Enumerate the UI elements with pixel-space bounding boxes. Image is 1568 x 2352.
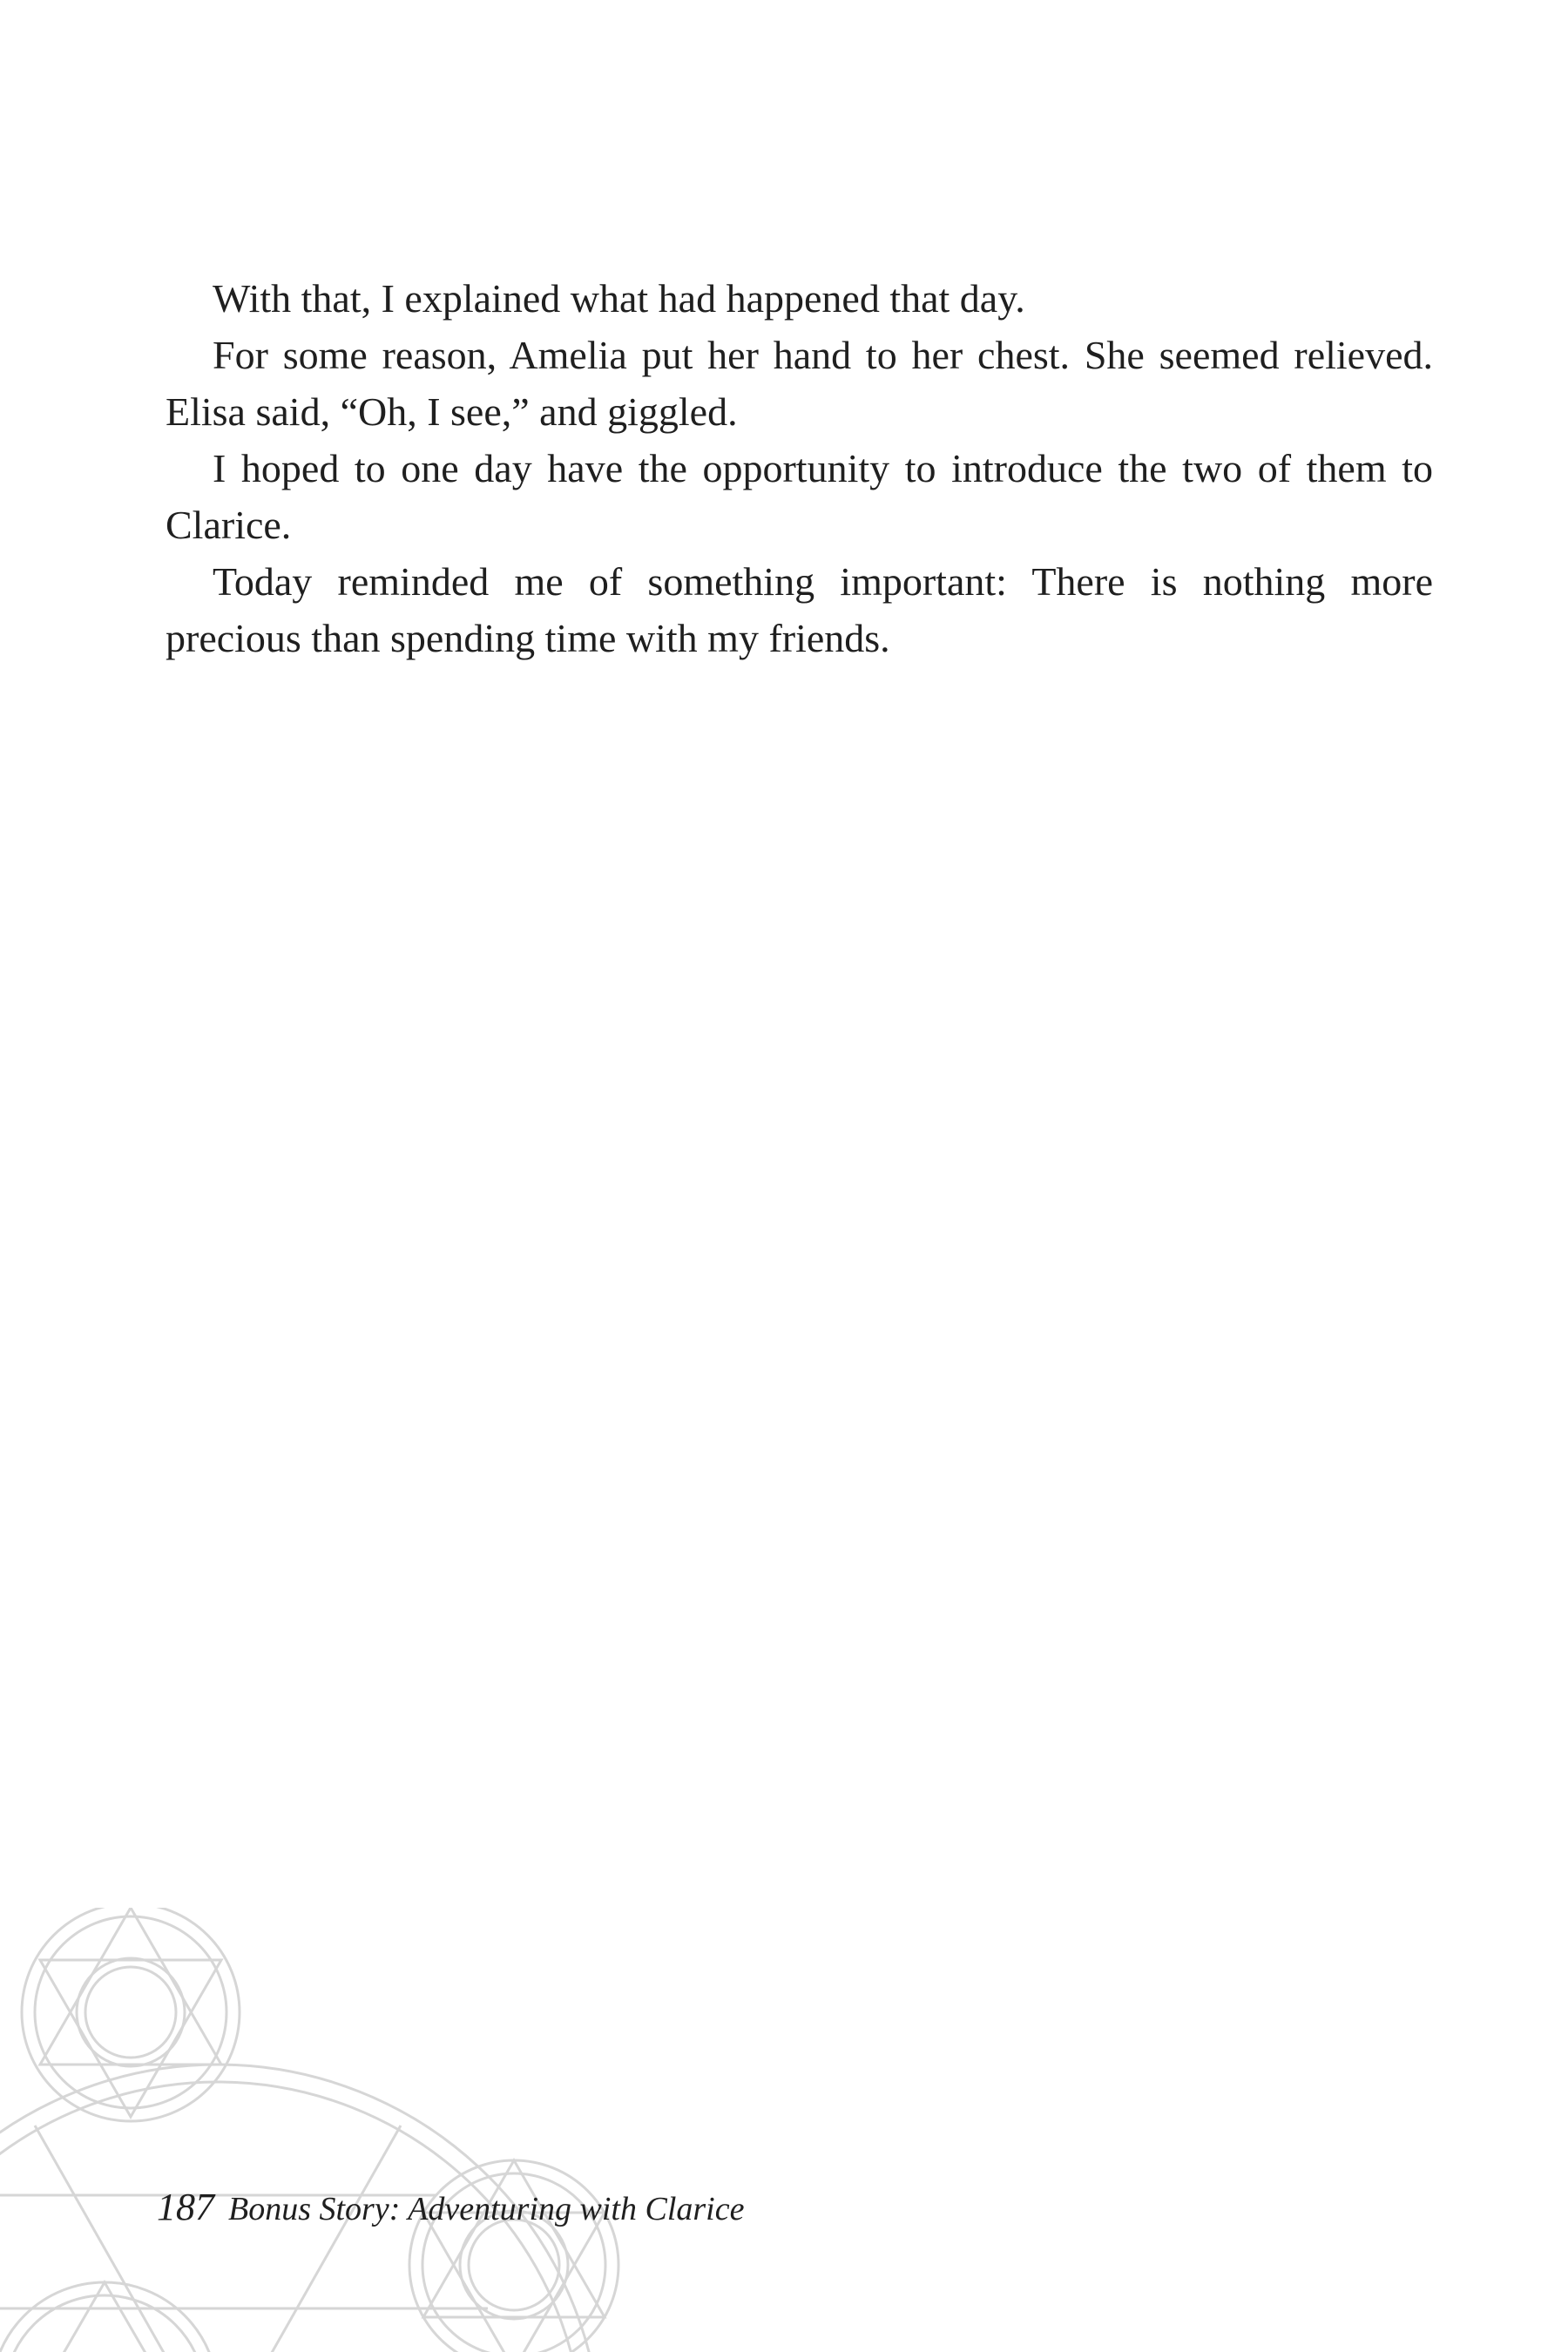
running-title: Bonus Story: Adventuring with Clarice [228, 2191, 745, 2227]
body-text [166, 270, 1433, 666]
page-number: 187 [157, 2186, 214, 2228]
paragraph: For some reason, Amelia put her hand to her chest. She seemed relieved. Elisa said, “Oh, I see,” and giggled. [166, 333, 1433, 434]
page-footer [157, 2185, 744, 2229]
magic-circle-watermark-icon [0, 1908, 662, 2352]
paragraph: I hoped to one day have the opportunity to introduce the two of them to Clarice. [166, 446, 1433, 547]
paragraph: With that, I explained what had happened that day. [213, 276, 1025, 321]
paragraph: Today reminded me of something important: There is nothing more precious than spending time with my friends. [166, 559, 1433, 660]
